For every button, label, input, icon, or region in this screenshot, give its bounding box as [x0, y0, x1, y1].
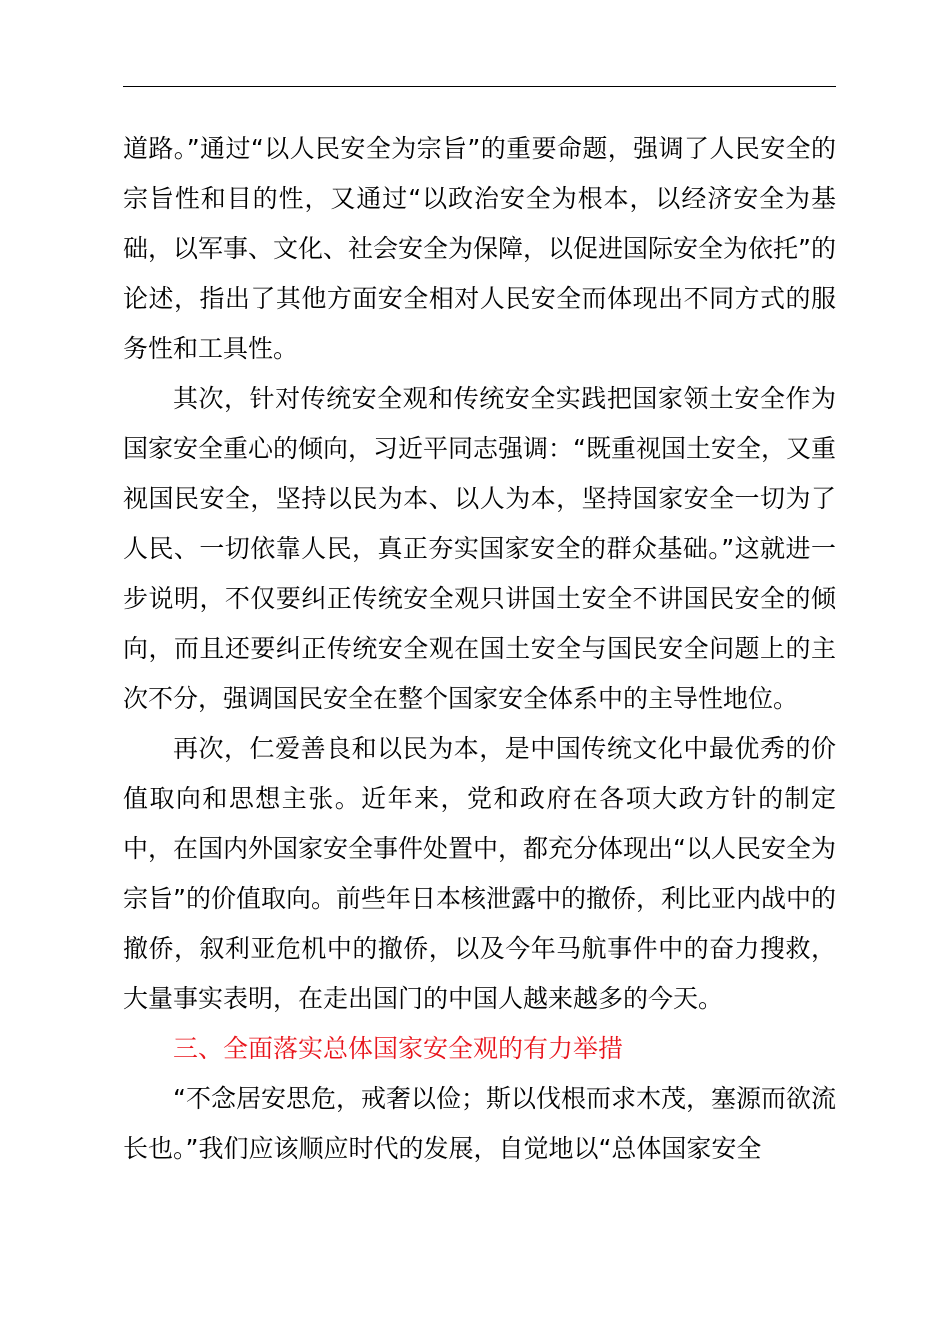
section-heading: 三、全面落实总体国家安全观的有力举措	[173, 1034, 624, 1063]
paragraph-quote: “不念居安思危，戒奢以俭；斯以伐根而求木茂，塞源而欲流长也。”我们应该顺应时代的发展，自觉地以“总体国家安全	[123, 1084, 836, 1163]
paragraph-thirdly: 再次，仁爱善良和以民为本，是中国传统文化中最优秀的价值取向和思想主张。近年来，党和政府在各项大政方针的制定中，在国内外国家安全事件处置中，都充分体现出“以人民安全为宗旨”的价值取向。前些年日本核泄露中的撤侨，利比亚内战中的撤侨，叙利亚危机中的撤侨，以及今年马航事件中的奋力搜救，大量事实表明，在走出国门的中国人越来越多的今天。	[123, 734, 836, 1013]
header-rule	[123, 86, 836, 87]
paragraph-continuation: 道路。”通过“以人民安全为宗旨”的重要命题，强调了人民安全的宗旨性和目的性，又通过“以政治安全为根本，以经济安全为基础，以军事、文化、社会安全为保障，以促进国际安全为依托”的论述，指出了其他方面安全相对人民安全而体现出不同方式的服务性和工具性。	[123, 134, 836, 363]
paragraph-secondly: 其次，针对传统安全观和传统安全实践把国家领土安全作为国家安全重心的倾向，习近平同志强调：“既重视国土安全，又重视国民安全，坚持以民为本、以人为本，坚持国家安全一切为了人民、一切依靠人民，真正夯实国家安全的群众基础。”这就进一步说明，不仅要纠正传统安全观只讲国土安全不讲国民安全的倾向，而且还要纠正传统安全观在国土安全与国民安全问题上的主次不分，强调国民安全在整个国家安全体系中的主导性地位。	[123, 384, 836, 713]
document-body	[123, 124, 836, 1174]
